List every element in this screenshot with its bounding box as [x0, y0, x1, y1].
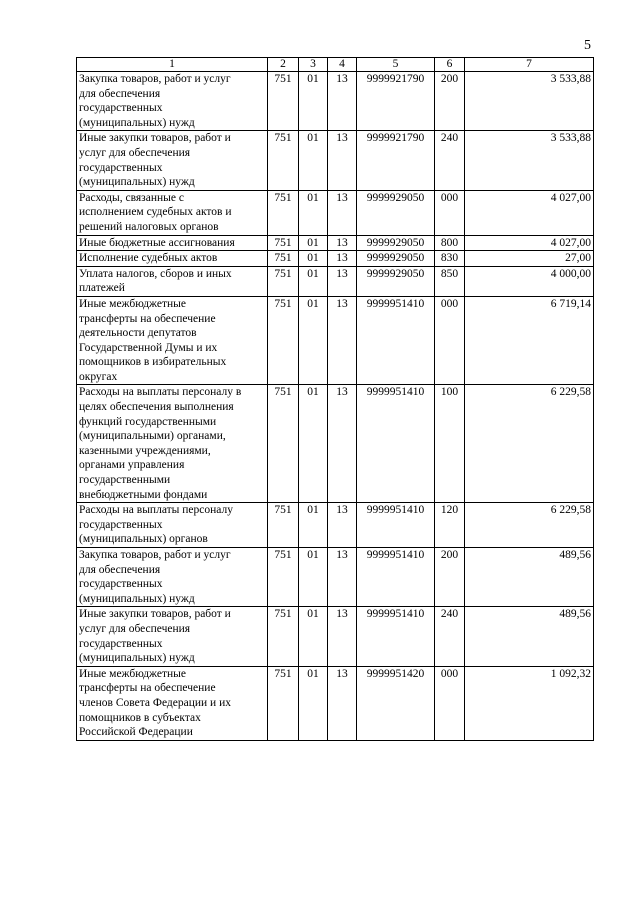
table-row	[77, 607, 594, 666]
expense-name-line: Иные межбюджетные	[79, 667, 186, 680]
expense-type-code-cell: 200	[435, 548, 465, 607]
table-row	[77, 266, 594, 296]
department-code-cell: 751	[268, 607, 299, 666]
expense-name-cell	[77, 190, 268, 235]
expense-name-cell	[77, 251, 268, 267]
expense-name-line: помощников в избирательных	[79, 356, 227, 369]
expense-name-line: Расходы на выплаты персоналу в	[79, 386, 242, 399]
expense-name-line: Расходы, связанные с	[79, 191, 184, 204]
target-article-code-cell: 9999929050	[357, 190, 435, 235]
column-header: 1	[77, 58, 268, 72]
expense-name-line: трансферты на обеспечение	[79, 312, 216, 325]
table-row	[77, 131, 594, 190]
section-code-cell: 01	[299, 666, 328, 740]
expense-type-code-cell: 240	[435, 607, 465, 666]
target-article-code-cell: 9999951410	[357, 607, 435, 666]
expense-type-code-cell: 240	[435, 131, 465, 190]
table-row	[77, 235, 594, 251]
target-article-code-cell: 9999951410	[357, 296, 435, 385]
subsection-code-cell: 13	[328, 296, 357, 385]
column-header: 7	[465, 58, 594, 72]
department-code-cell: 751	[268, 72, 299, 131]
column-header: 3	[299, 58, 328, 72]
amount-cell: 489,56	[465, 548, 594, 607]
expense-name-line: государственных	[79, 637, 163, 650]
table-row	[77, 190, 594, 235]
expense-name-line: для обеспечения	[79, 563, 161, 576]
amount-cell: 1 092,32	[465, 666, 594, 740]
expense-type-code-cell: 850	[435, 266, 465, 296]
expense-name-line: платежей	[79, 282, 125, 295]
expense-name-line: решений налоговых органов	[79, 220, 219, 233]
expense-type-code-cell: 120	[435, 503, 465, 548]
department-code-cell: 751	[268, 503, 299, 548]
expense-name-cell	[77, 385, 268, 503]
amount-cell: 6 719,14	[465, 296, 594, 385]
expense-name-cell	[77, 266, 268, 296]
amount-cell: 3 533,88	[465, 131, 594, 190]
expense-name-line: помощников в субъектах	[79, 711, 201, 724]
expense-name-line: (муниципальных) органов	[79, 533, 208, 546]
expense-name-cell	[77, 296, 268, 385]
subsection-code-cell: 13	[328, 503, 357, 548]
expense-type-code-cell: 830	[435, 251, 465, 267]
expense-name-line: функций государственными	[79, 415, 217, 428]
department-code-cell: 751	[268, 385, 299, 503]
expense-type-code-cell: 000	[435, 190, 465, 235]
section-code-cell: 01	[299, 607, 328, 666]
expense-name-cell	[77, 548, 268, 607]
expense-name-line: округах	[79, 370, 118, 383]
expense-type-code-cell: 000	[435, 296, 465, 385]
column-header: 4	[328, 58, 357, 72]
section-code-cell: 01	[299, 190, 328, 235]
expense-type-code-cell: 100	[435, 385, 465, 503]
expense-name-line: (муниципальных) нужд	[79, 592, 195, 605]
expense-name-line: деятельности депутатов	[79, 327, 197, 340]
target-article-code-cell: 9999929050	[357, 251, 435, 267]
department-code-cell: 751	[268, 548, 299, 607]
expense-name-cell	[77, 503, 268, 548]
section-code-cell: 01	[299, 548, 328, 607]
expense-name-line: целях обеспечения выполнения	[79, 401, 234, 414]
expense-name-line: для обеспечения	[79, 87, 161, 100]
expense-name-line: исполнением судебных актов и	[79, 206, 232, 219]
table-row	[77, 548, 594, 607]
expense-name-line: Иные бюджетные ассигнования	[79, 236, 235, 249]
expense-name-line: Уплата налогов, сборов и иных	[79, 267, 232, 280]
target-article-code-cell: 9999951410	[357, 548, 435, 607]
expense-name-line: (муниципальных) нужд	[79, 652, 195, 665]
section-code-cell: 01	[299, 385, 328, 503]
expense-name-line: трансферты на обеспечение	[79, 682, 216, 695]
expense-name-line: государственных	[79, 161, 163, 174]
section-code-cell: 01	[299, 296, 328, 385]
amount-cell: 4 027,00	[465, 190, 594, 235]
column-header: 5	[357, 58, 435, 72]
expense-name-line: Иные закупки товаров, работ и	[79, 608, 231, 621]
subsection-code-cell: 13	[328, 235, 357, 251]
expense-name-line: казенными учреждениями,	[79, 444, 211, 457]
table-body	[77, 72, 594, 741]
expense-name-line: (муниципальных) нужд	[79, 116, 195, 129]
expense-name-line: Расходы на выплаты персоналу	[79, 504, 233, 517]
subsection-code-cell: 13	[328, 548, 357, 607]
target-article-code-cell: 9999921790	[357, 131, 435, 190]
header-row	[77, 58, 594, 72]
expense-name-cell	[77, 666, 268, 740]
expense-name-line: государственных	[79, 578, 163, 591]
expense-name-cell	[77, 131, 268, 190]
section-code-cell: 01	[299, 72, 328, 131]
expense-name-line: Исполнение судебных актов	[79, 252, 218, 265]
expense-name-line: Закупка товаров, работ и услуг	[79, 549, 231, 561]
amount-cell: 3 533,88	[465, 72, 594, 131]
subsection-code-cell: 13	[328, 251, 357, 267]
expense-name-line: государственных	[79, 518, 163, 531]
section-code-cell: 01	[299, 266, 328, 296]
department-code-cell: 751	[268, 296, 299, 385]
department-code-cell: 751	[268, 666, 299, 740]
expense-name-line: Иные закупки товаров, работ и	[79, 132, 231, 145]
department-code-cell: 751	[268, 235, 299, 251]
expense-name-line: государственными	[79, 474, 171, 487]
table-row	[77, 666, 594, 740]
amount-cell: 4 000,00	[465, 266, 594, 296]
expense-name-line: услуг для обеспечения	[79, 146, 191, 159]
department-code-cell: 751	[268, 190, 299, 235]
expense-name-line: услуг для обеспечения	[79, 622, 191, 635]
section-code-cell: 01	[299, 131, 328, 190]
table-row	[77, 72, 594, 131]
expense-type-code-cell: 800	[435, 235, 465, 251]
target-article-code-cell: 9999921790	[357, 72, 435, 131]
table-row	[77, 385, 594, 503]
amount-cell: 4 027,00	[465, 235, 594, 251]
target-article-code-cell: 9999951410	[357, 385, 435, 503]
expense-name-line: Российской Федерации	[79, 726, 193, 739]
amount-cell: 6 229,58	[465, 503, 594, 548]
department-code-cell: 751	[268, 131, 299, 190]
expense-name-line: (муниципальных) нужд	[79, 176, 195, 189]
section-code-cell: 01	[299, 235, 328, 251]
target-article-code-cell: 9999951410	[357, 503, 435, 548]
target-article-code-cell: 9999929050	[357, 266, 435, 296]
expense-name-line: членов Совета Федерации и их	[79, 696, 231, 709]
subsection-code-cell: 13	[328, 666, 357, 740]
expense-name-line: внебюджетными фондами	[79, 488, 208, 501]
subsection-code-cell: 13	[328, 266, 357, 296]
table-row	[77, 503, 594, 548]
expense-type-code-cell: 000	[435, 666, 465, 740]
target-article-code-cell: 9999929050	[357, 235, 435, 251]
subsection-code-cell: 13	[328, 190, 357, 235]
expense-name-line: государственных	[79, 102, 163, 115]
expense-name-line: органами управления	[79, 459, 185, 472]
target-article-code-cell: 9999951420	[357, 666, 435, 740]
subsection-code-cell: 13	[328, 72, 357, 131]
department-code-cell: 751	[268, 251, 299, 267]
subsection-code-cell: 13	[328, 131, 357, 190]
subsection-code-cell: 13	[328, 607, 357, 666]
amount-cell: 6 229,58	[465, 385, 594, 503]
expense-type-code-cell: 200	[435, 72, 465, 131]
expense-name-line: Иные межбюджетные	[79, 297, 186, 310]
section-code-cell: 01	[299, 251, 328, 267]
table-row	[77, 296, 594, 385]
section-code-cell: 01	[299, 503, 328, 548]
expense-name-line: Закупка товаров, работ и услуг	[79, 73, 231, 85]
subsection-code-cell: 13	[328, 385, 357, 503]
page-number: 5	[584, 38, 591, 53]
expense-name-cell	[77, 72, 268, 131]
column-header: 6	[435, 58, 465, 72]
expense-name-cell	[77, 235, 268, 251]
expense-name-line: Государственной Думы и их	[79, 341, 218, 354]
expense-name-cell	[77, 607, 268, 666]
table-row	[77, 251, 594, 267]
budget-table	[76, 57, 594, 741]
column-header: 2	[268, 58, 299, 72]
amount-cell: 489,56	[465, 607, 594, 666]
department-code-cell: 751	[268, 266, 299, 296]
expense-name-line: (муниципальными) органами,	[79, 430, 226, 443]
amount-cell: 27,00	[465, 251, 594, 267]
